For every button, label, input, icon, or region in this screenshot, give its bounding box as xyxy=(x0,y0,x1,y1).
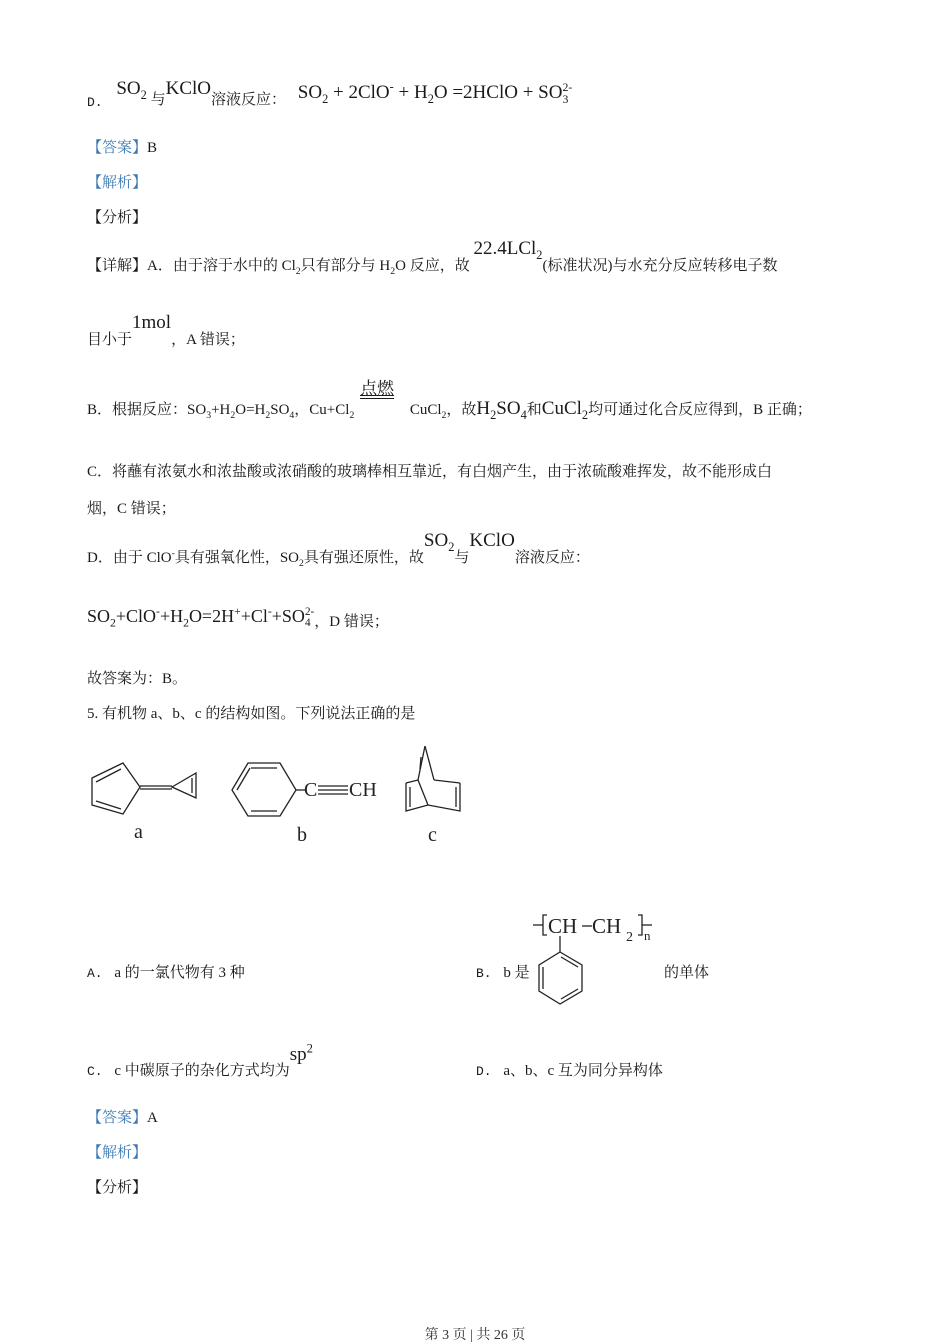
answer-tag: 【答案】 xyxy=(87,1110,148,1126)
ionic-equation: $SO_2+ClO^-+H_2O=2H^++Cl^-+SO$ 2- 4 xyxy=(87,605,315,630)
detail-a-line1: 【详解】A．由于溶于水中的 $Cl_2$只有部分与 $H_2O$ 反应，故 22.4LCl$_2$(标准状况)与水充分反应转移电子数 xyxy=(87,238,778,277)
q5-stem: 5. 有机物 a、b、c 的结构如图。下列说法正确的是 xyxy=(87,706,416,722)
answer-value: A xyxy=(147,1110,158,1126)
text-suffix: 溶液反应： xyxy=(211,92,287,109)
svg-text:2: 2 xyxy=(626,930,633,945)
formula-so2: $SO_2$ xyxy=(116,78,147,102)
structure-a-ring5 xyxy=(92,763,140,814)
svg-text:c: c xyxy=(428,824,437,846)
conclusion: 故答案为：B。 xyxy=(87,671,188,687)
svg-text:n: n xyxy=(644,928,651,943)
svg-text:CH: CH xyxy=(592,914,622,938)
svg-text:CH: CH xyxy=(349,779,377,801)
option-label: D. xyxy=(87,95,103,111)
option-d: D. a、b、c 互为同分异构体 xyxy=(476,1063,663,1079)
detail-d-line1: D．由于 ClO-具有强氧化性，$SO_2$具有强还原性，故$SO_2$与KClO溶液反应： xyxy=(87,530,590,569)
polystyrene-structure xyxy=(530,905,660,1010)
formula-so2: $SO_2$ xyxy=(423,530,455,554)
prev-option-d xyxy=(87,78,573,111)
option-a: A. a 的一氯代物有 3 种 xyxy=(87,965,245,981)
svg-text:b: b xyxy=(297,824,307,846)
option-c: C. c 中碳原子的杂化方式均为$sp^2$ xyxy=(87,1041,313,1079)
fenxi-tag: 【分析】 xyxy=(87,210,148,226)
detail-b: B．根据反应：$SO_3+H_2O=H_2SO_4$，$Cu+Cl_2$ 点燃 CuCl$_2$，故$H_2SO_4$和CuCl$_2$均可通过化合反应得到，B 正确； xyxy=(87,398,812,420)
reaction-arrow xyxy=(360,379,404,414)
svg-text:a: a xyxy=(134,821,143,843)
structures-figure xyxy=(80,735,480,855)
svg-text:C: C xyxy=(304,779,318,801)
detail-tag: 【详解】 xyxy=(87,258,148,274)
detail-c-line1: C．将蘸有浓氨水和浓盐酸或浓硝酸的玻璃棒相互靠近，有白烟产生，由于浓硫酸难挥发，故不能形成白 xyxy=(87,464,773,480)
formula-22-4-lcl2: 22.4LCl$_2$ xyxy=(473,238,543,262)
condition-ignite: 点燃 xyxy=(360,379,395,398)
formula-h2so4: $H_2SO_4$ xyxy=(476,398,527,422)
option-b-suffix: 的单体 xyxy=(664,965,710,981)
q5-analysis-tag: 【解析】 xyxy=(87,1145,148,1161)
formula-1mol: 1mol xyxy=(132,312,172,333)
formula-cucl2: CuCl$_2$ xyxy=(541,398,589,422)
formula-sp2: $sp^2$ xyxy=(289,1041,313,1065)
svg-text:CH: CH xyxy=(548,914,578,938)
detail-d-equation: $SO_2+ClO^-+H_2O=2H^++Cl^-+SO$ 2- 4 ，D 错误； xyxy=(87,605,389,630)
formula-kclo: KClO xyxy=(469,530,515,551)
detail-c-line2: 烟，C 错误； xyxy=(87,501,176,517)
q5-fenxi-tag: 【分析】 xyxy=(87,1180,148,1196)
answer-tag: 【答案】 xyxy=(87,140,148,156)
q5-answer-line xyxy=(87,1106,158,1127)
analysis-tag: 【解析】 xyxy=(87,175,148,191)
formula-kclo: KClO xyxy=(165,78,211,100)
detail-a-line2: 目小于1mol，A 错误； xyxy=(87,312,245,348)
option-b: B. b 是 xyxy=(476,965,530,981)
answer-line xyxy=(87,136,157,157)
text-with: 与 xyxy=(150,92,166,109)
answer-value: B xyxy=(147,140,158,156)
equation: $SO_2 + 2ClO^- + H_2O$ =2HClO + SO 2- 3 xyxy=(297,79,573,106)
page-footer: 第 3 页 | 共 26 页 xyxy=(424,1328,526,1343)
